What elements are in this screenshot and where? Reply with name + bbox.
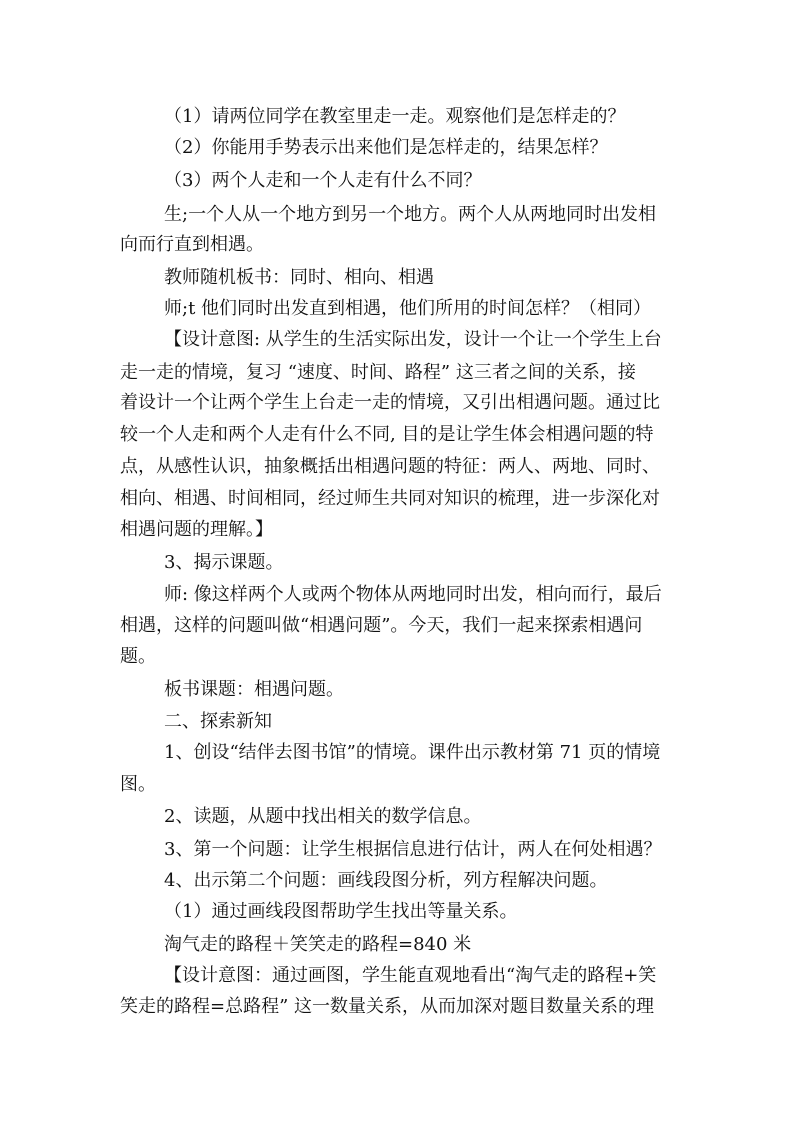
text-line-26: （1）通过画线段图帮助学生找出等量关系。 [164,901,518,922]
text-line-8: 【设计意图: 从学生的生活实际出发，设计一个让一个学生上台 [164,329,662,350]
text-line-5: 向而行直到相遇。 [120,234,264,255]
text-line-14: 相遇问题的理解。】 [120,519,273,540]
text-line-2: （2）你能用手势表示出来他们是怎样走的，结果怎样？ [164,137,608,158]
text-line-29: 笑走的路程=总路程” 这一数量关系，从而加深对题目数量关系的理 [120,996,655,1017]
text-line-9: 走一走的情境，复习 “速度、时间、路程” 这三者之间的关系，接 [120,362,636,383]
text-line-10: 着设计一个让两个学生上台走一走的情境，又引出相遇问题。通过比 [120,392,660,413]
text-line-1: （1）请两位同学在教室里走一走。观察他们是怎样走的？ [164,106,626,127]
text-line-23: 2、读题，从题中找出相关的数学信息。 [164,806,482,827]
text-line-25: 4、出示第二个问题：画线段图分析，列方程解决问题。 [164,870,608,891]
text-line-24: 3、第一个问题：让学生根据信息进行估计，两人在何处相遇？ [164,839,662,860]
text-line-28: 【设计意图：通过画图，学生能直观地看出“淘气走的路程+笑 [164,965,657,986]
text-line-12: 点，从感性认识，抽象概括出相遇问题的特征：两人、两地、同时、 [120,456,660,477]
text-line-17: 相遇，这样的问题叫做“相遇问题”。今天，我们一起来探索相遇问 [120,615,643,636]
text-line-6: 教师随机板书：同时、相向、相遇 [164,267,434,288]
text-line-20: 二、探索新知 [164,711,272,732]
text-line-16: 师: 像这样两个人或两个物体从两地同时出发，相向而行，最后 [164,584,662,605]
text-line-18: 题。 [120,646,156,667]
text-line-21: 1、创设“结伴去图书馆”的情境。课件出示教材第 71 页的情境 [164,742,661,763]
text-line-13: 相向、相遇、时间相同，经过师生共同对知识的梳理，进一步深化对 [120,488,660,509]
text-line-19: 板书课题：相遇问题。 [164,679,344,700]
text-line-27: 淘气走的路程＋笑笑走的路程=840 米 [164,934,472,955]
text-line-11: 较一个人走和两个人走有什么不同, 目的是让学生体会相遇问题的特 [120,424,654,445]
text-line-15: 3、揭示课题。 [164,552,284,573]
text-line-22: 图。 [120,774,156,795]
text-line-4: 生;一个人从一个地方到另一个地方。两个人从两地同时出发相 [164,204,657,225]
text-line-3: （3）两个人走和一个人走有什么不同？ [164,170,482,191]
text-line-7: 师;t 他们同时出发直到相遇，他们所用的时间怎样？（相同） [164,298,652,319]
